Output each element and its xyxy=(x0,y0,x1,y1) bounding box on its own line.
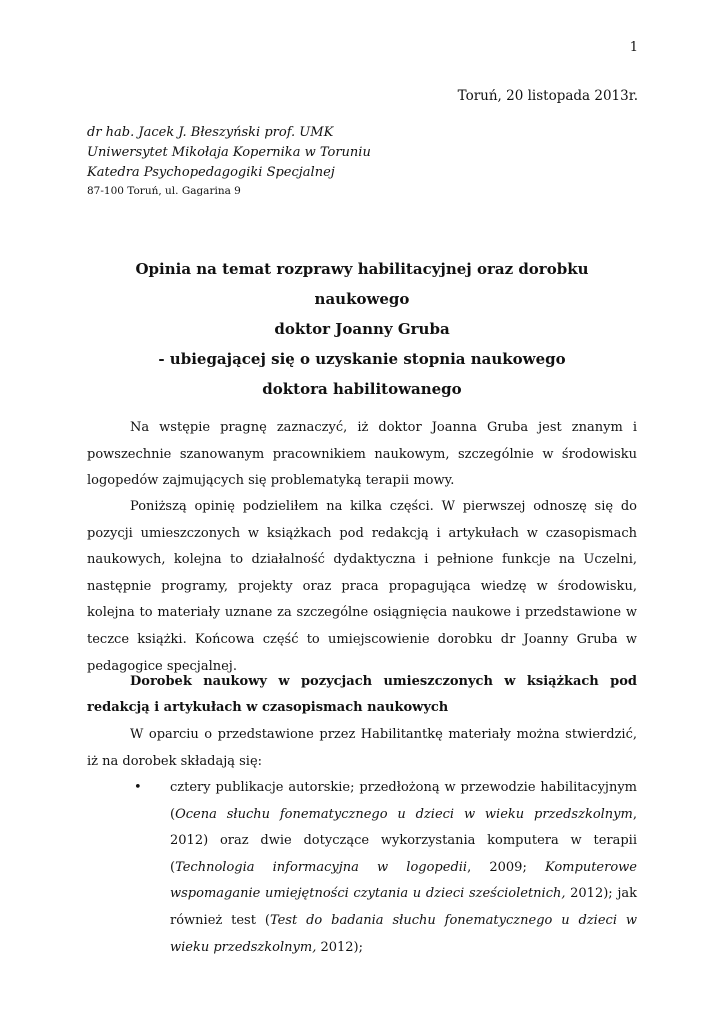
title-line-2: doktor Joanny Gruba xyxy=(274,320,450,338)
section-intro: W oparciu o przedstawione przez Habilitantkę materiały można stwierdzić, iż na dorobek składają się: xyxy=(87,727,637,769)
text-run: 2012); jak również test ( xyxy=(170,886,637,928)
list-item-text xyxy=(170,775,637,961)
page-number: 1 xyxy=(629,40,638,55)
text-run: 2012); xyxy=(316,939,363,955)
list-item xyxy=(134,775,637,961)
title-line-3: - ubiegającej się o uzyskanie stopnia naukowego xyxy=(158,350,566,368)
text-run: , 2012) oraz dwie dotyczące wykorzystania komputera w terapii ( xyxy=(170,806,637,875)
book-title: Ocena słuchu fonematycznego u dzieci w wieku przedszkolnym xyxy=(175,806,633,822)
title-line-1: Opinia na temat rozprawy habilitacyjnej oraz dorobku naukowego xyxy=(135,260,589,308)
paragraph-intro: Na wstępie pragnę zaznaczyć, iż doktor Joanna Gruba jest znanym i powszechnie szanowanym pracownikiem naukowym, szczególnie w środowisku logopedów zajmujących się problematyką terapii mowy. xyxy=(87,420,637,489)
book-title: Test do badania słuchu fonematycznego u dzieci w wieku przedszkolnym, xyxy=(170,912,637,955)
text-run: , 2009; xyxy=(467,859,545,875)
sender-department: Katedra Psychopedagogiki Specjalnej xyxy=(87,165,335,180)
book-title: Technologia informacyjna w logopedii xyxy=(175,859,468,875)
paragraph-structure: Poniższą opinię podzieliłem na kilka części. W pierwszej odnoszę się do pozycji umieszczonych w książkach pod redakcją i artykułach w czasopismach naukowych, kolejna to działalność dydaktyczna i pełnione funkcje na Uczelni, następnie programy, projekty oraz praca propagująca wiedzę w środowisku, kolejna to materiały uznane za szczególne osiągnięcia naukowe i przedstawione w teczce książki. Końcowa część to umiejscowienie dorobku dr Joanny Gruba w pedagogice specjalnej. xyxy=(87,499,637,674)
sender-university: Uniwersytet Mikołaja Kopernika w Toruniu xyxy=(87,145,371,160)
book-title: Komputerowe wspomaganie umiejętności czytania u dzieci sześcioletnich, xyxy=(170,859,637,902)
section-heading: Dorobek naukowy w pozycjach umieszczonych w książkach pod redakcją i artykułach w czasopismach naukowych xyxy=(87,674,637,715)
sender-name: dr hab. Jacek J. Błeszyński prof. UMK xyxy=(87,125,334,140)
sender-address: 87-100 Toruń, ul. Gagarina 9 xyxy=(87,185,241,197)
bullet-symbol: • xyxy=(134,780,142,795)
document-title xyxy=(87,254,637,404)
letter-date: Toruń, 20 listopada 2013r. xyxy=(457,88,638,104)
title-line-4: doktora habilitowanego xyxy=(262,380,462,398)
text-run: cztery publikacje autorskie; przedłożoną w przewodzie habilitacyjnym ( xyxy=(170,780,637,822)
